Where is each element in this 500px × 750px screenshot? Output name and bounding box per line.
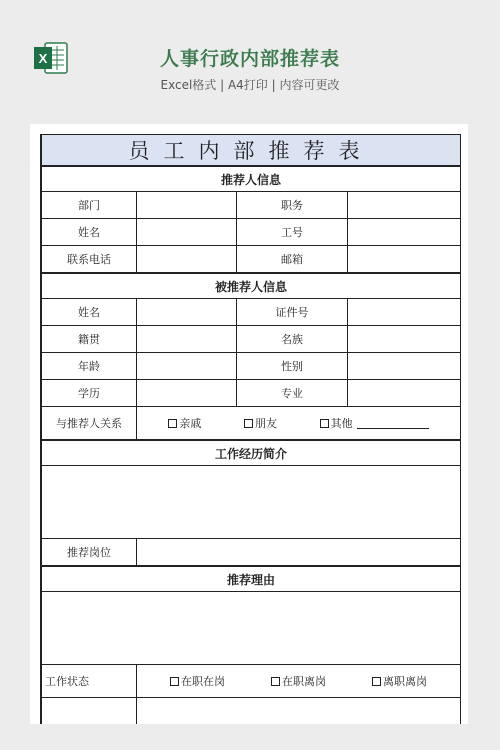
reason-input[interactable]: [42, 592, 461, 665]
relationship-options: [137, 407, 461, 441]
input-age[interactable]: [137, 353, 237, 380]
page-subtitle: Excel格式 | A4打印 | 内容可更改: [160, 78, 340, 92]
candidate-section-heading: 被推荐人信息: [42, 273, 461, 299]
input-recommended-position[interactable]: [137, 539, 461, 567]
work-status-option-label: 离职离岗: [383, 675, 427, 688]
excel-icon-letter: X: [38, 51, 48, 66]
label-dept: 部门: [42, 192, 137, 219]
input-phone[interactable]: [137, 246, 237, 274]
input-education[interactable]: [137, 380, 237, 407]
input-dept[interactable]: [137, 192, 237, 219]
input-id-no[interactable]: [348, 299, 461, 326]
referrer-section-heading: 推荐人信息: [42, 166, 461, 192]
label-email: 邮箱: [237, 246, 348, 274]
label-origin: 籍贯: [42, 326, 137, 353]
input-origin[interactable]: [137, 326, 237, 353]
label-work-status: 工作状态: [42, 665, 137, 698]
relationship-option-relative[interactable]: [168, 415, 201, 431]
work-status-option-departed[interactable]: [372, 673, 427, 689]
label-ethnicity: 名族: [237, 326, 348, 353]
cut-off-row-input[interactable]: [137, 698, 461, 725]
checkbox[interactable]: [170, 677, 179, 686]
relationship-option-friend[interactable]: [244, 415, 277, 431]
form-title: 员工内部推荐表: [42, 135, 461, 167]
checkbox[interactable]: [244, 419, 253, 428]
label-employee-id: 工号: [237, 219, 348, 246]
work-history-input[interactable]: [42, 466, 461, 539]
input-ethnicity[interactable]: [348, 326, 461, 353]
label-major: 专业: [237, 380, 348, 407]
label-relationship: 与推荐人关系: [42, 407, 137, 441]
label-referrer-name: 姓名: [42, 219, 137, 246]
work-status-option-on-leave[interactable]: [271, 673, 326, 689]
referral-form-table: [41, 134, 461, 724]
checkbox[interactable]: [168, 419, 177, 428]
relationship-option-other[interactable]: [320, 415, 429, 431]
checkbox[interactable]: [320, 419, 329, 428]
page-title: 人事行政内部推荐表: [159, 48, 340, 70]
label-gender: 性别: [237, 353, 348, 380]
relationship-option-label: 其他: [330, 417, 353, 430]
form-sheet: [40, 134, 461, 724]
input-position[interactable]: [348, 192, 461, 219]
work-status-option-label: 在职离岗: [282, 675, 326, 688]
input-gender[interactable]: [348, 353, 461, 380]
checkbox[interactable]: [271, 677, 280, 686]
label-age: 年龄: [42, 353, 137, 380]
work-status-option-label: 在职在岗: [181, 675, 225, 688]
label-recommended-position: 推荐岗位: [42, 539, 137, 567]
relationship-option-label: 亲戚: [179, 417, 202, 430]
other-fill-line[interactable]: [357, 418, 429, 429]
work-status-options: [137, 665, 461, 698]
checkbox[interactable]: [372, 677, 381, 686]
header-area: [0, 0, 500, 112]
input-email[interactable]: [348, 246, 461, 274]
reason-heading: 推荐理由: [42, 566, 461, 592]
input-candidate-name[interactable]: [137, 299, 237, 326]
relationship-option-label: 朋友: [254, 417, 277, 430]
label-position: 职务: [237, 192, 348, 219]
cut-off-row-label: [42, 698, 137, 725]
form-paper: [30, 124, 468, 724]
label-phone: 联系电话: [42, 246, 137, 274]
label-id-no: 证件号: [237, 299, 348, 326]
work-status-option-on-duty[interactable]: [170, 673, 225, 689]
label-education: 学历: [42, 380, 137, 407]
input-employee-id[interactable]: [348, 219, 461, 246]
label-candidate-name: 姓名: [42, 299, 137, 326]
work-history-heading: 工作经历简介: [42, 440, 461, 466]
input-major[interactable]: [348, 380, 461, 407]
input-referrer-name[interactable]: [137, 219, 237, 246]
